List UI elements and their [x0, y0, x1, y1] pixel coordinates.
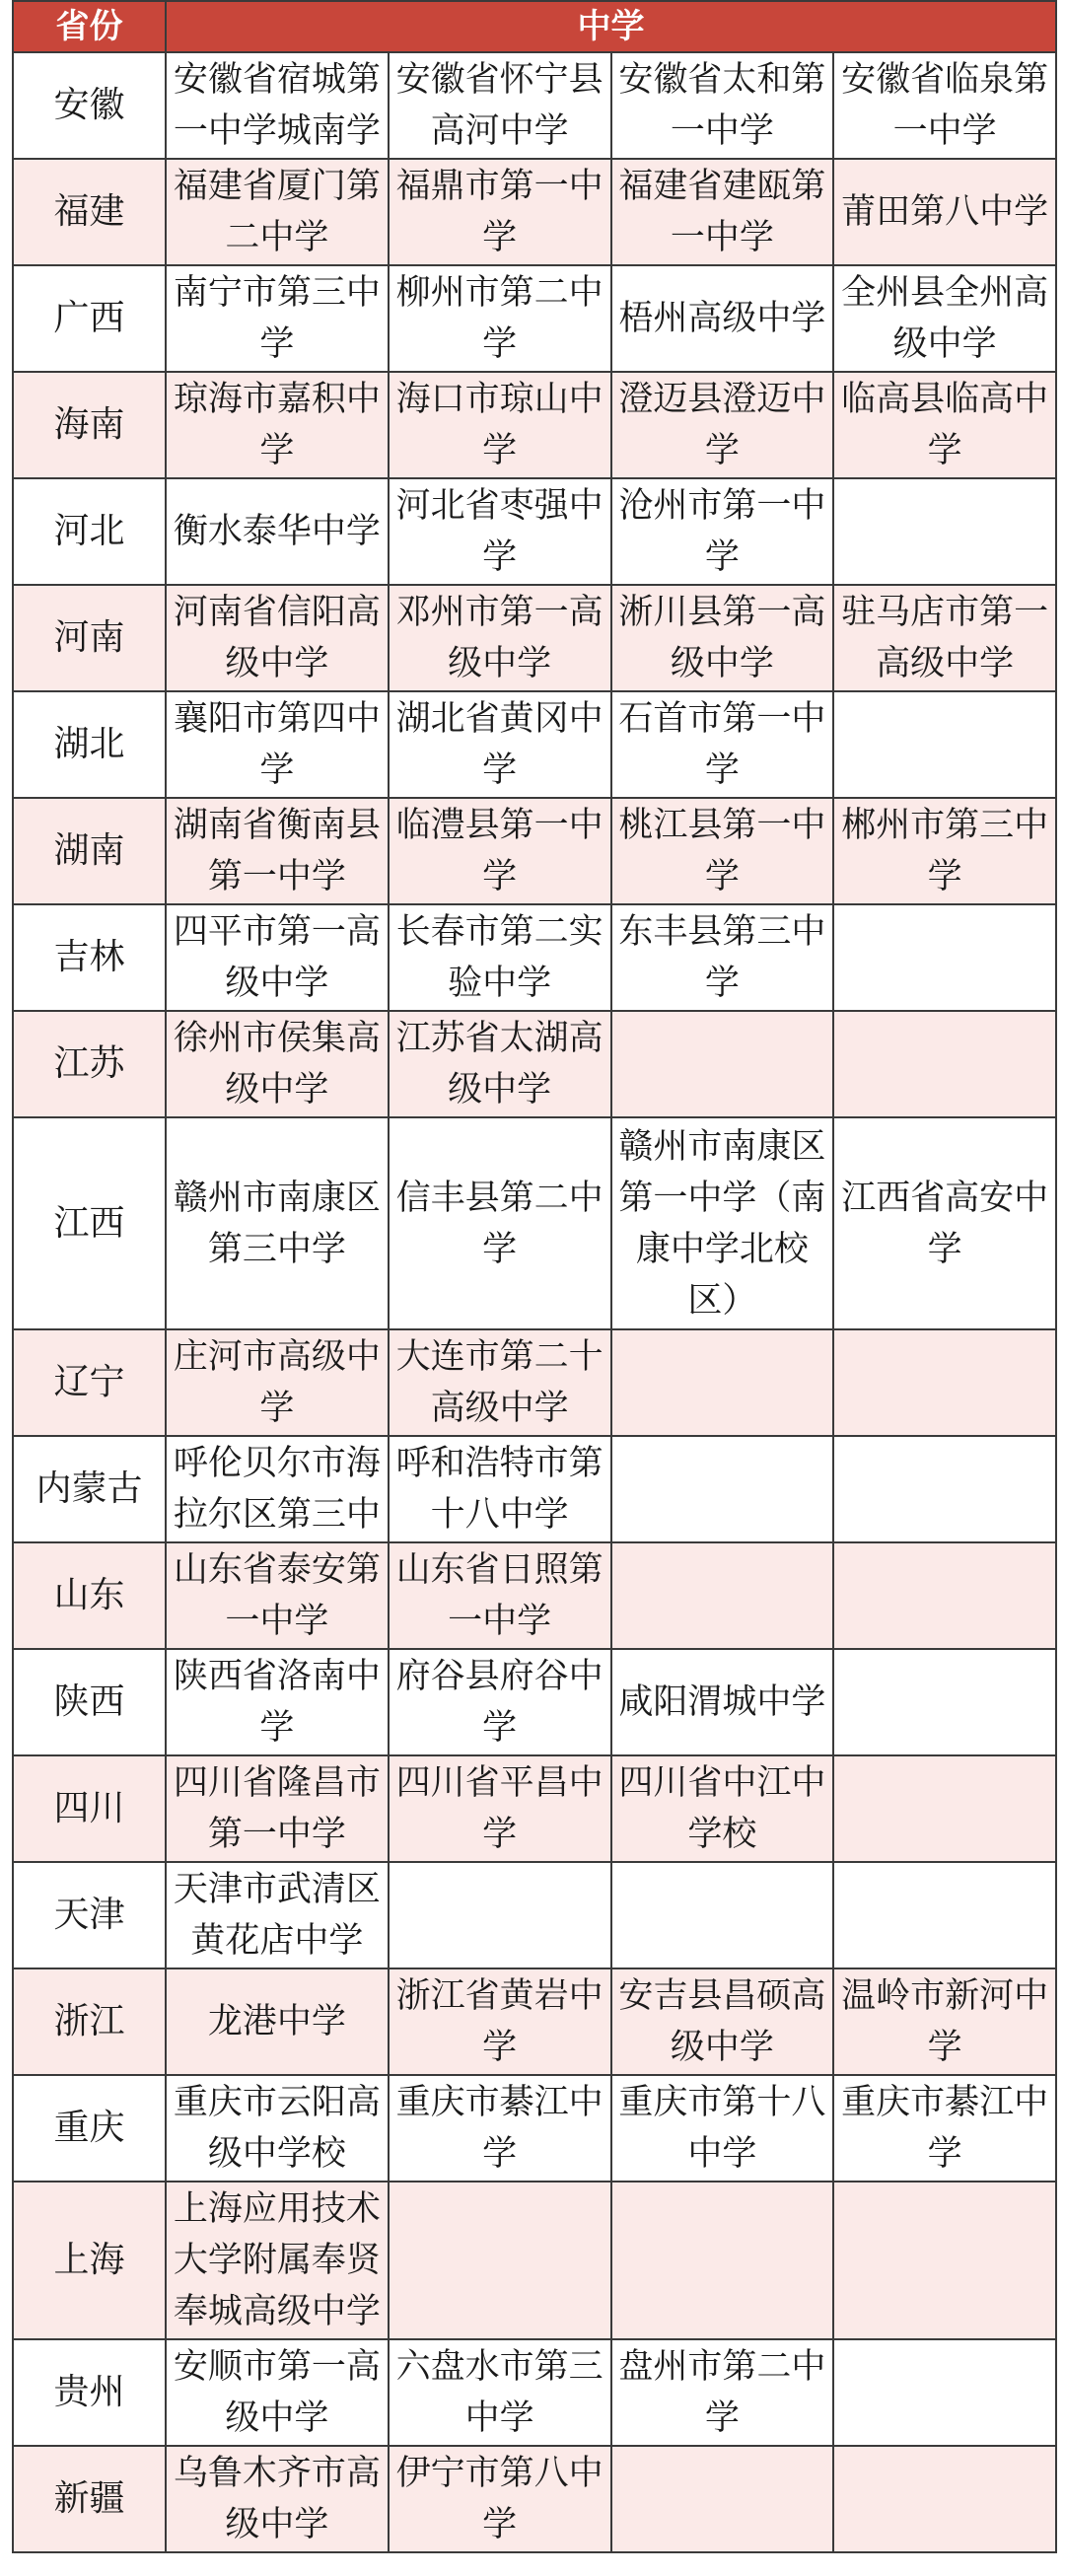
- school-cell: 海口市琼山中学: [389, 372, 611, 478]
- school-cell: 梧州高级中学: [611, 265, 834, 372]
- school-cell: 沧州市第一中学: [611, 478, 834, 585]
- school-cell: 临高县临高中学: [833, 372, 1056, 478]
- province-cell: 上海: [13, 2182, 166, 2339]
- school-cell: [611, 1436, 834, 1542]
- school-cell: [389, 2182, 611, 2339]
- school-cell: 四川省隆昌市第一中学: [166, 1755, 389, 1862]
- province-cell: 海南: [13, 372, 166, 478]
- school-cell: 郴州市第三中学: [833, 798, 1056, 904]
- school-cell: [833, 1755, 1056, 1862]
- school-cell: [611, 2446, 834, 2552]
- province-cell: 江苏: [13, 1011, 166, 1117]
- table-row: [13, 159, 1056, 265]
- school-cell: 琼海市嘉积中学: [166, 372, 389, 478]
- province-cell: 吉林: [13, 904, 166, 1011]
- table-row: [13, 691, 1056, 798]
- school-cell: 龙港中学: [166, 1968, 389, 2075]
- school-cell: 呼伦贝尔市海拉尔区第三中: [166, 1436, 389, 1542]
- school-cell: 安徽省宿城第一中学城南学: [166, 52, 389, 159]
- school-cell: [833, 1862, 1056, 1968]
- table-row: [13, 478, 1056, 585]
- table-row: [13, 1862, 1056, 1968]
- school-cell: 福建省厦门第二中学: [166, 159, 389, 265]
- school-cell: [833, 904, 1056, 1011]
- school-cell: [611, 1011, 834, 1117]
- table-row: [13, 2446, 1056, 2552]
- school-cell: 福鼎市第一中学: [389, 159, 611, 265]
- table-row: [13, 1117, 1056, 1329]
- table-row: [13, 1649, 1056, 1755]
- school-cell: 驻马店市第一高级中学: [833, 585, 1056, 691]
- school-cell: [611, 2182, 834, 2339]
- school-cell: 江苏省太湖高级中学: [389, 1011, 611, 1117]
- school-cell: 重庆市云阳高级中学校: [166, 2075, 389, 2182]
- school-cell: 澄迈县澄迈中学: [611, 372, 834, 478]
- school-cell: 桃江县第一中学: [611, 798, 834, 904]
- school-cell: 江西省高安中学: [833, 1117, 1056, 1329]
- province-cell: 辽宁: [13, 1329, 166, 1436]
- school-cell: 陕西省洛南中学: [166, 1649, 389, 1755]
- school-cell: [833, 1329, 1056, 1436]
- school-cell: 全州县全州高级中学: [833, 265, 1056, 372]
- table-row: [13, 1436, 1056, 1542]
- school-cell: 衡水泰华中学: [166, 478, 389, 585]
- school-cell: 呼和浩特市第十八中学: [389, 1436, 611, 1542]
- school-cell: 安顺市第一高级中学: [166, 2339, 389, 2446]
- school-cell: 赣州市南康区第三中学: [166, 1117, 389, 1329]
- table-row: [13, 2339, 1056, 2446]
- school-cell: 信丰县第二中学: [389, 1117, 611, 1329]
- school-cell: 徐州市侯集高级中学: [166, 1011, 389, 1117]
- table-header: [13, 1, 1056, 52]
- school-cell: [389, 1862, 611, 1968]
- school-cell: 盘州市第二中学: [611, 2339, 834, 2446]
- school-cell: [833, 1542, 1056, 1649]
- province-cell: 湖南: [13, 798, 166, 904]
- table-row: [13, 52, 1056, 159]
- province-cell: 江西: [13, 1117, 166, 1329]
- school-cell: 福建省建瓯第一中学: [611, 159, 834, 265]
- table-row: [13, 1968, 1056, 2075]
- province-cell: 贵州: [13, 2339, 166, 2446]
- school-cell: [611, 1542, 834, 1649]
- school-cell: 临澧县第一中学: [389, 798, 611, 904]
- province-header: 省份: [13, 1, 166, 52]
- table-row: [13, 585, 1056, 691]
- school-cell: 上海应用技术大学附属奉贤奉城高级中学: [166, 2182, 389, 2339]
- school-cell: 四川省中江中学校: [611, 1755, 834, 1862]
- school-cell: 温岭市新河中学: [833, 1968, 1056, 2075]
- province-cell: 天津: [13, 1862, 166, 1968]
- province-cell: 浙江: [13, 1968, 166, 2075]
- school-cell: [833, 1011, 1056, 1117]
- table-row: [13, 904, 1056, 1011]
- school-header: 中学: [166, 1, 1056, 52]
- table-row: [13, 1011, 1056, 1117]
- province-cell: 福建: [13, 159, 166, 265]
- school-cell: 重庆市綦江中学: [833, 2075, 1056, 2182]
- province-cell: 内蒙古: [13, 1436, 166, 1542]
- province-cell: 安徽: [13, 52, 166, 159]
- school-cell: 石首市第一中学: [611, 691, 834, 798]
- school-cell: 湖南省衡南县第一中学: [166, 798, 389, 904]
- school-cell: 莆田第八中学: [833, 159, 1056, 265]
- school-cell: 伊宁市第八中学: [389, 2446, 611, 2552]
- school-cell: [611, 1329, 834, 1436]
- province-cell: 湖北: [13, 691, 166, 798]
- school-cell: 山东省日照第一中学: [389, 1542, 611, 1649]
- school-cell: [833, 2446, 1056, 2552]
- school-cell: 河北省枣强中学: [389, 478, 611, 585]
- table-row: [13, 1542, 1056, 1649]
- school-cell: 重庆市第十八中学: [611, 2075, 834, 2182]
- table-row: [13, 2182, 1056, 2339]
- school-cell: 安徽省太和第一中学: [611, 52, 834, 159]
- school-cell: [833, 2339, 1056, 2446]
- school-cell: 乌鲁木齐市高级中学: [166, 2446, 389, 2552]
- province-cell: 陕西: [13, 1649, 166, 1755]
- school-cell: 安徽省怀宁县高河中学: [389, 52, 611, 159]
- table-row: [13, 265, 1056, 372]
- school-cell: 山东省泰安第一中学: [166, 1542, 389, 1649]
- school-cell: 襄阳市第四中学: [166, 691, 389, 798]
- school-cell: 四平市第一高级中学: [166, 904, 389, 1011]
- province-cell: 山东: [13, 1542, 166, 1649]
- table-body: [13, 52, 1056, 2552]
- school-cell: 府谷县府谷中学: [389, 1649, 611, 1755]
- school-cell: 东丰县第三中学: [611, 904, 834, 1011]
- table-row: [13, 372, 1056, 478]
- school-cell: 浙江省黄岩中学: [389, 1968, 611, 2075]
- school-cell: 六盘水市第三中学: [389, 2339, 611, 2446]
- province-cell: 重庆: [13, 2075, 166, 2182]
- province-cell: 四川: [13, 1755, 166, 1862]
- table-row: [13, 1329, 1056, 1436]
- school-cell: [833, 478, 1056, 585]
- school-cell: 庄河市高级中学: [166, 1329, 389, 1436]
- school-cell: 四川省平昌中学: [389, 1755, 611, 1862]
- school-cell: 湖北省黄冈中学: [389, 691, 611, 798]
- table-row: [13, 798, 1056, 904]
- table-row: [13, 1755, 1056, 1862]
- school-cell: 咸阳渭城中学: [611, 1649, 834, 1755]
- school-table: [12, 0, 1057, 2553]
- school-cell: 柳州市第二中学: [389, 265, 611, 372]
- school-cell: 重庆市綦江中学: [389, 2075, 611, 2182]
- table-row: [13, 2075, 1056, 2182]
- school-cell: 淅川县第一高级中学: [611, 585, 834, 691]
- school-cell: [611, 1862, 834, 1968]
- school-cell: [833, 1649, 1056, 1755]
- school-cell: 河南省信阳高级中学: [166, 585, 389, 691]
- province-cell: 新疆: [13, 2446, 166, 2552]
- school-cell: 赣州市南康区第一中学（南康中学北校区）: [611, 1117, 834, 1329]
- school-cell: 南宁市第三中学: [166, 265, 389, 372]
- school-cell: 安吉县昌硕高级中学: [611, 1968, 834, 2075]
- school-cell: [833, 1436, 1056, 1542]
- province-cell: 河南: [13, 585, 166, 691]
- school-cell: 邓州市第一高级中学: [389, 585, 611, 691]
- school-cell: 大连市第二十高级中学: [389, 1329, 611, 1436]
- school-cell: [833, 2182, 1056, 2339]
- school-cell: 天津市武清区黄花店中学: [166, 1862, 389, 1968]
- school-cell: 安徽省临泉第一中学: [833, 52, 1056, 159]
- header-row: [13, 1, 1056, 52]
- school-cell: 长春市第二实验中学: [389, 904, 611, 1011]
- province-cell: 河北: [13, 478, 166, 585]
- school-cell: [833, 691, 1056, 798]
- province-cell: 广西: [13, 265, 166, 372]
